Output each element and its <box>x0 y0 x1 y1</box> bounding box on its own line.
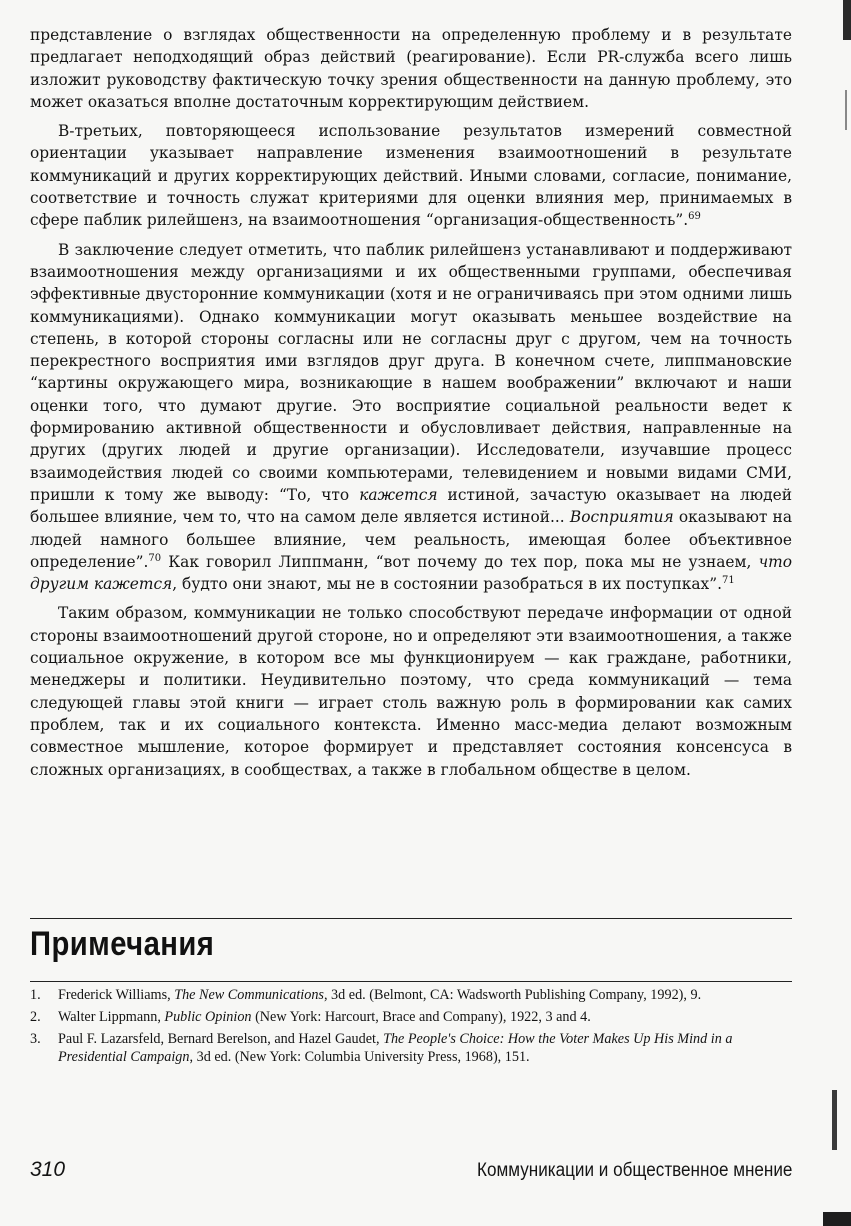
paragraph-text: В-третьих, повторяющееся использование результатов измерений совместной ориентации указывает направление изменения взаимоотношений в результате коммуникаций и других корректирующих действий. Иными словами, согласие, понимание, соответствие и точность служат критериями для оценки влияния мер, принимаемых в сфере паблик рилейшенз, на взаимоотношения “организация-общественность”. <box>30 122 792 230</box>
note-details: (New York: Harcourt, Brace and Company), 1922, 3 and 4. <box>251 1009 591 1025</box>
note-author: Walter Lippmann, <box>58 1009 165 1025</box>
paragraph-text: оказывают на людей намного большее влияние, чем реальность, имеющая более объективное определение”. <box>30 508 792 571</box>
note-title: Public Opinion <box>164 1009 252 1025</box>
section-divider <box>30 918 792 919</box>
footnote-ref: 69 <box>688 211 701 223</box>
paragraph-text: , будто они знают, мы не в состоянии разобраться в их поступках”. <box>172 575 722 594</box>
note-text <box>58 986 792 1004</box>
paragraph-text: представление о взглядах общественности на определенную проблему и в результате предлагает неподходящий образ действий (реагирование). Если PR-служба всего лишь изложит руководству фактическую точку зрения общественности на данную проблему, это может оказаться вполне достаточным корректирующим действием. <box>30 26 792 111</box>
paragraph-text: В заключение следует отметить, что паблик рилейшенз устанавливают и поддерживают взаимоотношения между организациями и их общественными группами, обеспечивая эффективные двусторонние коммуникации (хотя и не ограничиваясь при этом одними лишь коммуникациями). Однако коммуникации могут оказывать меньшее воздействие на степень, в которой стороны согласны или не согласны друг с другом, чем на точность перекрестного восприятия ими взглядов друг друга. В конечном счете, липпмановские “картины окружающего мира, возникающие в нашем воображении” включают и наши оценки того, что думают другие. Это восприятие социальной реальности ведет к формированию активной общественности и обусловливает действия, направленные на других (других людей и другие организации). Исследователи, изучавшие процесс взаимодействия людей со своими компьютерами, телевидением и новыми видами СМИ, пришли к тому же выводу: “То, что <box>30 240 792 504</box>
paragraph <box>30 120 792 231</box>
note-item <box>30 986 792 1004</box>
note-author: Paul F. Lazarsfeld, Bernard Berelson, and Hazel Gaudet, <box>58 1031 384 1047</box>
notes-list <box>30 986 792 1070</box>
emphasis-text: кажется <box>359 485 438 504</box>
paragraph-text: Таким образом, коммуникации не только способствуют передаче информации от одной стороны взаимоотношений другой стороне, но и определяют эти взаимоотношения, а также социальное окружение, в котором все мы функционируем — как граждане, работники, менеджеры и политики. Неудивительно поэтому, что среда коммуникаций — тема следующей главы этой книги — играет столь важную роль в формировании как самих проблем, так и их социального контекста. Именно масс-медиа делают возможным совместное мышление, которое формирует и представляет состояния консенсуса в сложных организациях, в сообществах, а также в глобальном обществе в целом. <box>30 604 792 779</box>
main-text <box>30 24 792 781</box>
paragraph <box>30 239 792 596</box>
scan-edge-mark <box>832 1090 837 1150</box>
note-number: 2. <box>30 1009 41 1025</box>
emphasis-text: Восприятия <box>569 508 674 527</box>
note-details: , 3d ed. (Belmont, CA: Wadsworth Publishing Company, 1992), 9. <box>323 987 702 1003</box>
note-author: Frederick Williams, <box>58 987 175 1003</box>
scan-edge-mark <box>823 1212 851 1226</box>
note-item <box>30 1008 792 1026</box>
note-text <box>58 1030 792 1066</box>
note-details: , 3d ed. (New York: Columbia University Press, 1968), 151. <box>189 1049 530 1065</box>
page-footer <box>30 1158 792 1182</box>
section-divider <box>30 981 792 982</box>
note-item <box>30 1030 792 1066</box>
running-title: Коммуникации и общественное мнение <box>476 1160 792 1181</box>
paragraph-text: истиной, зачастую оказывает на людей большее влияние, чем то, что на самом деле является истиной... <box>30 485 792 527</box>
note-number: 1. <box>30 987 41 1003</box>
paragraph <box>30 602 792 780</box>
notes-heading: Примечания <box>30 925 215 963</box>
footnote-ref: 70 <box>148 552 162 564</box>
scan-edge-mark <box>845 90 847 130</box>
note-text <box>58 1008 792 1026</box>
note-number: 3. <box>30 1031 41 1047</box>
paragraph-text: Как говорил Липпманн, “вот почему до тех пор, пока мы не узнаем, <box>161 552 759 571</box>
note-title: The New Communications <box>174 987 324 1003</box>
page-number: 310 <box>30 1158 66 1181</box>
footnote-ref: 71 <box>722 575 735 586</box>
scan-edge-mark <box>843 0 851 40</box>
note-title: The People's Choice: How the Voter Makes Up His Mind in a Presidential Campaign <box>58 1031 733 1065</box>
emphasis-text: что другим кажется <box>30 552 792 594</box>
paragraph <box>30 24 792 113</box>
